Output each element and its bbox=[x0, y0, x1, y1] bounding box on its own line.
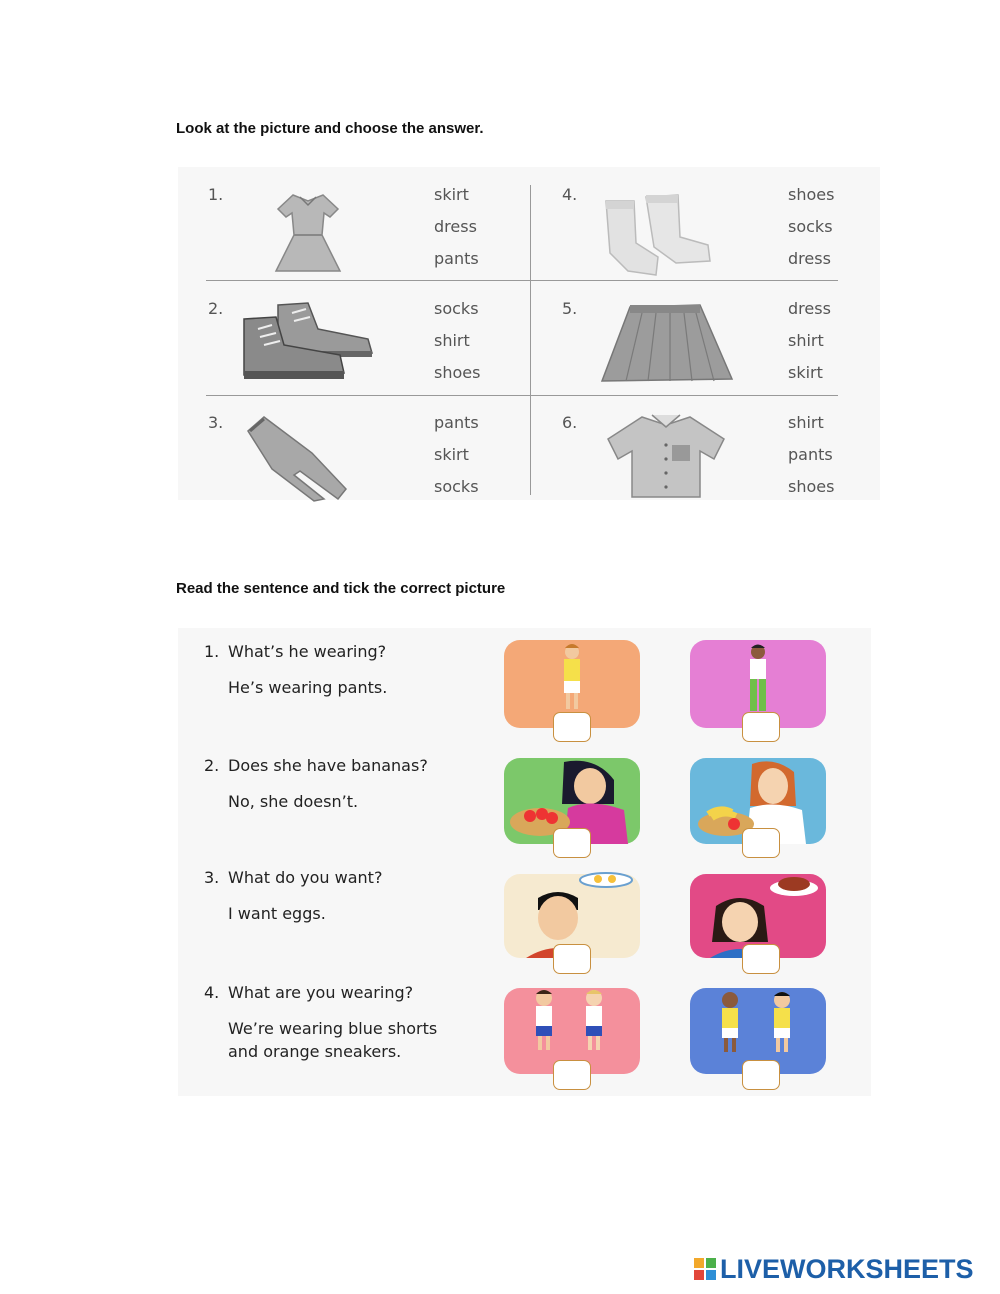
question-text: Does she have bananas? bbox=[228, 756, 428, 775]
exercise1-item-5 bbox=[532, 289, 882, 399]
exercise1-item-4 bbox=[532, 175, 882, 285]
question-text: What’s he wearing? bbox=[228, 642, 387, 661]
tick-box[interactable] bbox=[742, 712, 780, 742]
tick-box[interactable] bbox=[553, 828, 591, 858]
exercise2-instruction: Read the sentence and tick the correct picture bbox=[176, 580, 506, 597]
option-label[interactable]: shirt bbox=[434, 331, 470, 350]
option-label[interactable]: pants bbox=[434, 249, 479, 268]
socks-icon bbox=[598, 187, 738, 277]
option-label[interactable]: pants bbox=[788, 445, 833, 464]
question-number: 1. bbox=[204, 642, 220, 661]
question-number: 3. bbox=[204, 868, 220, 887]
exercise1-item-3 bbox=[178, 403, 528, 513]
liveworksheets-logo bbox=[694, 1253, 974, 1285]
option-label[interactable]: dress bbox=[788, 299, 831, 318]
answer-text: No, she doesn’t. bbox=[228, 792, 359, 811]
option-label[interactable]: shirt bbox=[788, 331, 824, 350]
question-number: 2. bbox=[204, 756, 220, 775]
exercise1-panel bbox=[178, 167, 880, 500]
answer-text: We’re wearing blue shorts and orange sneakers. bbox=[228, 1019, 438, 1061]
tick-box[interactable] bbox=[553, 712, 591, 742]
tick-box[interactable] bbox=[742, 1060, 780, 1090]
item-number: 2. bbox=[208, 299, 224, 318]
item-number: 5. bbox=[562, 299, 578, 318]
divider bbox=[530, 185, 531, 495]
option-label[interactable]: skirt bbox=[788, 363, 823, 382]
exercise2-panel bbox=[178, 628, 871, 1096]
tick-box[interactable] bbox=[742, 944, 780, 974]
exercise1-instruction: Look at the picture and choose the answer. bbox=[176, 120, 484, 137]
question-text: What are you wearing? bbox=[228, 983, 414, 1002]
tick-box[interactable] bbox=[553, 944, 591, 974]
option-label[interactable]: shirt bbox=[788, 413, 824, 432]
sneakers-icon bbox=[238, 299, 378, 391]
option-label[interactable]: shoes bbox=[788, 185, 835, 204]
exercise1-item-6 bbox=[532, 403, 882, 513]
option-label[interactable]: dress bbox=[434, 217, 477, 236]
logo-text: LIVEWORKSHEETS bbox=[720, 1253, 974, 1284]
option-label[interactable]: skirt bbox=[434, 185, 469, 204]
item-number: 1. bbox=[208, 185, 224, 204]
item-number: 4. bbox=[562, 185, 578, 204]
option-label[interactable]: shoes bbox=[788, 477, 835, 496]
question-number: 4. bbox=[204, 983, 220, 1002]
option-label[interactable]: socks bbox=[788, 217, 833, 236]
dress-icon bbox=[258, 187, 358, 277]
pants-icon bbox=[242, 413, 352, 503]
logo-mark-icon bbox=[694, 1258, 716, 1280]
tick-box[interactable] bbox=[553, 1060, 591, 1090]
item-number: 3. bbox=[208, 413, 224, 432]
option-label[interactable]: dress bbox=[788, 249, 831, 268]
exercise1-item-1 bbox=[178, 175, 528, 285]
exercise1-item-2 bbox=[178, 289, 528, 399]
option-label[interactable]: shoes bbox=[434, 363, 481, 382]
option-label[interactable]: pants bbox=[434, 413, 479, 432]
option-label[interactable]: skirt bbox=[434, 445, 469, 464]
question-text: What do you want? bbox=[228, 868, 383, 887]
item-number: 6. bbox=[562, 413, 578, 432]
option-label[interactable]: socks bbox=[434, 299, 479, 318]
shirt-icon bbox=[604, 411, 728, 501]
answer-text: He’s wearing pants. bbox=[228, 678, 388, 697]
skirt-icon bbox=[596, 301, 736, 387]
tick-box[interactable] bbox=[742, 828, 780, 858]
answer-text: I want eggs. bbox=[228, 904, 326, 923]
option-label[interactable]: socks bbox=[434, 477, 479, 496]
